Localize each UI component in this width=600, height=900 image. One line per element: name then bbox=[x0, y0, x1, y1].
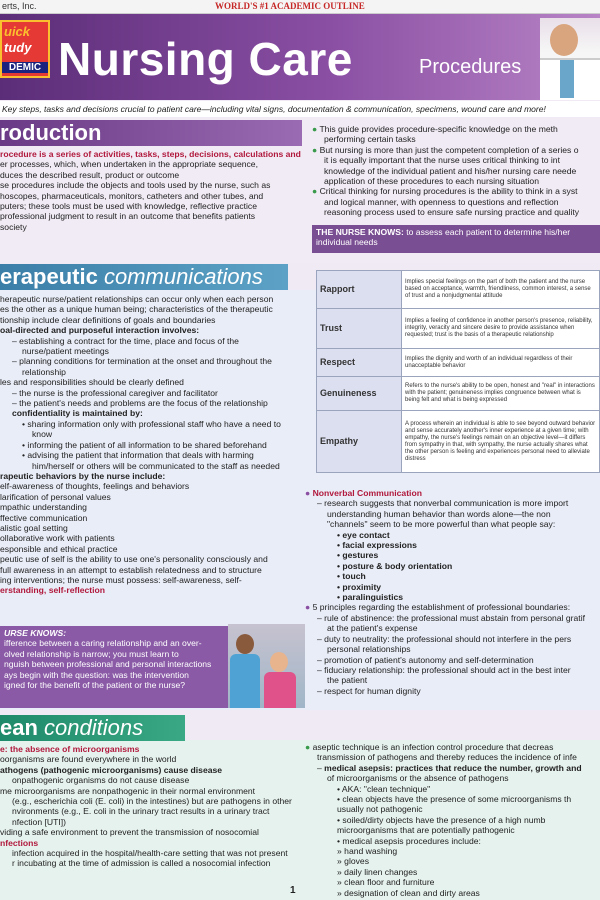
intro-right-text: ● This guide provides procedure-specific knowledge on the meth performing certain tasks ● But nursing is more than just the competent completion of a series o it is equally important that the nurse uses critical thinking to int knowledge of the individual patient and his/her nursing care neede application of these procedures to each nursing situation ● Critical thinking for nursing procedures is the ability to think in a syst and logical manner, with openness to questions and reflection reasoning process used to ensure safe nursing practice and quality bbox=[312, 124, 600, 218]
page-title-sub: Procedures bbox=[419, 56, 522, 78]
list-item: oorganisms are found everywhere in the world bbox=[0, 754, 177, 765]
list-item: clean floor and furniture bbox=[344, 877, 435, 888]
list-item: understanding human behavior than words alone—the non bbox=[327, 508, 551, 519]
list-item: microorganisms that are potentially pathogenic bbox=[337, 825, 515, 836]
table-row: Genuineness Refers to the nurse's ability to be open, honest and "real" in interactions with the patient; genuineness implies congruence between what is being felt and what is being expressed bbox=[317, 377, 600, 411]
list-item: promotion of patient's autonomy and self-determination bbox=[324, 654, 534, 665]
list-item: ing interventions; the nurse must possess: self-awareness, self- bbox=[0, 574, 242, 585]
list-item: performing certain tasks bbox=[324, 134, 416, 145]
subtitle: Key steps, tasks and decisions crucial to patient care—including vital signs, documentation & communication, specimens, wound care and more! bbox=[0, 101, 600, 117]
list-item: elf-awareness of thoughts, feelings and behaviors bbox=[0, 481, 190, 492]
list-item: society bbox=[0, 221, 27, 232]
list-item: fiduciary relationship: the professional should act in the best inter bbox=[324, 664, 571, 675]
list-item: medical asepsis: practices that reduce the number, growth and bbox=[324, 762, 582, 773]
section-heading-therapeutic: erapeutic communications bbox=[0, 264, 288, 290]
list-item: les and responsibilities should be clearly defined bbox=[0, 377, 184, 388]
list-item: duty to neutrality: the professional should not interfere in the pers bbox=[324, 633, 572, 644]
list-item: know bbox=[32, 429, 53, 440]
list-item: the nurse is the professional caregiver and facilitator bbox=[19, 387, 218, 398]
list-item: advising the patient that information that deals with harming bbox=[27, 450, 254, 461]
list-item: proximity bbox=[342, 581, 382, 592]
list-item: peutic use of self is the ability to use one's personality consciously and bbox=[0, 554, 268, 565]
table-row: Trust Implies a feeling of confidence in another person's presence, reliability, integrity, veracity and sincere desire to provide assistance when requested; trust is the basis of a therapeutic relationship bbox=[317, 309, 600, 349]
list-item: herapeutic nurse/patient relationships can occur only when each person bbox=[0, 294, 274, 304]
list-item: ollaborative work with patients bbox=[0, 533, 115, 544]
list-item: at the patient's expense bbox=[327, 623, 418, 634]
nonverbal-section: ● Nonverbal Communication – research suggests that nonverbal communication is more import understanding human behavior than words alone—the non "channels" seem to be more powerful than what people say: • eye contact • facial expressions • gestures • posture & body orientation • touch • proximity • paralinguistics ● 5 principles regarding the establishment of professional boundaries: – rule of abstinence: the professional must abstain from personal gratif at the patient's expense – duty to neutrality: the professional should not interfere in the pers personal relationships – promotion of patient's autonomy and self-determination – fiduciary relationship: the professional should act in the best inter the patient – respect for human dignity bbox=[305, 488, 600, 696]
page-title: Nursing Care bbox=[58, 33, 353, 85]
list-item: rocedure is a series of activities, tasks, steps, decisions, calculations and bbox=[0, 149, 301, 159]
list-item: puters; these tools must be used with knowledge, reflective practice bbox=[0, 201, 257, 212]
list-item: nfection [UTI]) bbox=[12, 816, 66, 827]
list-item: application of these procedures to each nursing situation bbox=[324, 176, 539, 187]
list-item: duces the described result, product or outcome bbox=[0, 169, 180, 180]
list-item: medical asepsis procedures include: bbox=[342, 835, 481, 846]
list-item: infection acquired in the hospital/health-care setting that was not present bbox=[12, 848, 288, 859]
list-item: him/herself or others will be communicated to the staff as needed bbox=[32, 460, 280, 471]
doctor-photo bbox=[540, 18, 600, 98]
nonverbal-heading: Nonverbal Communication bbox=[312, 488, 422, 498]
nurse-patient-photo bbox=[228, 624, 305, 708]
list-item: nvironments (e.g., E. coli in the urinary tract results in a urinary tract bbox=[12, 806, 270, 817]
list-item: mpathic understanding bbox=[0, 502, 87, 513]
list-item: hoscopes, pharmaceuticals, monitors, catheters and other tubes, and bbox=[0, 190, 264, 201]
list-item: designation of clean and dirty areas bbox=[344, 887, 480, 898]
list-item: gestures bbox=[342, 550, 379, 561]
list-item: paralinguistics bbox=[342, 592, 404, 603]
list-item: daily linen changes bbox=[344, 866, 418, 877]
list-item: hand washing bbox=[344, 846, 398, 857]
list-item: relationship bbox=[22, 366, 66, 377]
list-item: e: the absence of microorganisms bbox=[0, 744, 140, 754]
list-item: erstanding, self-reflection bbox=[0, 585, 106, 596]
clean-right-text: ● aseptic technique is an infection control procedure that decreas transmission of pathogens and thereby reduces the incidence of infe – medical asepsis: practices that reduce the number, growth and of microorganisms or the absence of pathogens • AKA: "clean technique" • clean objects have the presence of some microorganisms th usually not pathogenic • soiled/dirty objects have the presence of a high numb microorganisms that are potentially pathogenic • medical asepsis procedures include: » hand washing » gloves » daily linen changes » clean floor and furniture » designation of clean and dirty areas bbox=[305, 742, 600, 898]
list-item: larification of personal values bbox=[0, 491, 111, 502]
list-item: eye contact bbox=[342, 529, 390, 540]
tagline: WORLD'S #1 ACADEMIC OUTLINE bbox=[215, 1, 365, 11]
list-item: nurse/patient meetings bbox=[22, 346, 109, 357]
list-item: gloves bbox=[344, 856, 370, 867]
table-row: Rapport Implies special feelings on the part of both the patient and the nurse based on acceptance, warmth, friendliness, common interest, a sense of trust and a nonjudgmental attitude bbox=[317, 271, 600, 309]
list-item: viding a safe environment to prevent the transmission of nosocomial bbox=[0, 827, 259, 838]
list-item: personal relationships bbox=[327, 644, 411, 655]
list-item: clean objects have the presence of some microorganisms th bbox=[342, 794, 572, 805]
list-item: the patient bbox=[327, 675, 368, 686]
list-item: research suggests that nonverbal communication is more import bbox=[324, 498, 569, 509]
list-item: aseptic technique is an infection control procedure that decreas bbox=[312, 742, 554, 752]
title-banner bbox=[0, 14, 600, 100]
intro-left-text bbox=[0, 149, 305, 232]
list-item: sharing information only with professional staff who have a need to bbox=[27, 418, 281, 429]
list-item: But nursing is more than just the competent completion of a series o bbox=[319, 144, 579, 155]
table-row: Empathy A process wherein an individual is able to see beyond outward behavior and sense accurately another's inner experience at a given time; with empathy, the nurse's feelings remain on an objective level—it differs from sympathy in that, with sympathy, the nurse actually shares what the other person is feeling and experiences personal need to alleviate distress bbox=[317, 411, 600, 473]
list-item: usually not pathogenic bbox=[337, 804, 423, 815]
list-item: athogens (pathogenic microorganisms) cause disease bbox=[0, 764, 223, 775]
list-item: respect for human dignity bbox=[324, 685, 421, 696]
list-item: es the other as a unique human being; characteristics of the therapeutic bbox=[0, 304, 273, 315]
list-item: Critical thinking for nursing procedures is the ability to think in a syst bbox=[319, 186, 578, 197]
list-item: rapeutic behaviors by the nurse include: bbox=[0, 470, 166, 481]
list-item: knowledge of the individual patient and his/her nursing care neede bbox=[324, 165, 577, 176]
list-item: reasoning process used to ensure safe nursing practice and quality bbox=[324, 207, 580, 218]
list-item: establishing a contract for the time, place and focus of the bbox=[19, 335, 239, 346]
list-item: professional judgment to result in an outcome that benefits patients bbox=[0, 211, 256, 222]
list-item: "channels" seem to be more powerful than what people say: bbox=[327, 519, 556, 530]
list-item: onpathogenic organisms do not cause disease bbox=[12, 775, 190, 786]
list-item: rule of abstinence: the professional must abstain from personal gratif bbox=[324, 612, 585, 623]
list-item: posture & body orientation bbox=[342, 560, 453, 571]
list-item: touch bbox=[342, 571, 366, 582]
page-number: 1 bbox=[290, 885, 296, 896]
table-row: Respect Implies the dignity and worth of an individual regardless of their unacceptable behavior bbox=[317, 349, 600, 377]
top-strip bbox=[0, 0, 600, 14]
list-item: esponsible and ethical practice bbox=[0, 543, 118, 554]
nurse-knows-box-therapeutic: URSE KNOWS: ifference between a caring relationship and an over- olved relationship is narrow; you must learn to nguish between professional and personal interactions ays begin with the question: was the intervention igned for the benefit of the patient or the nurse? bbox=[0, 626, 228, 708]
list-item: AKA: "clean technique" bbox=[341, 783, 431, 794]
list-item: ffective communication bbox=[0, 512, 88, 523]
section-heading-introduction: roduction bbox=[0, 120, 302, 146]
list-item: and logical manner, with openness to questions and reflection bbox=[324, 196, 559, 207]
list-item: alistic goal setting bbox=[0, 522, 68, 533]
nurse-knows-box-intro: THE NURSE KNOWS: to assess each patient to determine his/her individual needs bbox=[312, 225, 600, 253]
section-heading-clean: ean conditions bbox=[0, 715, 185, 741]
list-item: soiled/dirty objects have the presence of a high numb bbox=[342, 814, 546, 825]
publisher: erts, Inc. bbox=[2, 1, 37, 11]
list-item: full awareness in an attempt to establish relatedness and to structure bbox=[0, 564, 262, 575]
list-item: This guide provides procedure-specific knowledge on the meth bbox=[319, 124, 558, 134]
therapeutic-left-text: herapeutic nurse/patient relationships can occur only when each person es the other as a unique human being; characteristics of the therapeutic tionship include clear definitions of goals and boundaries oal-directed and purposeful interaction involves: – establishing a contract for the time, place and focus of the nurse/patient meetings – planning conditions for termination at the onset and throughout the relationship les and responsibilities should be clearly defined – the nurse is the professional caregiver and facilitator – the patient's needs and problems are the focus of the relationship confidentiality is maintained by: • sharing information only with professional staff who have a need to know • informing the patient of all information to be shared beforehand • advising the patient that information that deals with harming him/herself or others will be communicated to the staff as needed rapeutic behaviors by the nurse include: elf-awareness of thoughts, feelings and behaviors larification of personal values mpathic understanding ffective communication alistic goal setting ollaborative work with patients esponsible and ethical practice peutic use of self is the ability to use one's personality consciously and full awareness in an attempt to establish relatedness and to structure ing interventions; the nurse must possess: self-awareness, self- erstanding, self-reflection bbox=[0, 294, 298, 596]
list-item: oal-directed and purposeful interaction involves: bbox=[0, 325, 200, 336]
list-item: me microorganisms are nonpathogenic in their normal environment bbox=[0, 785, 256, 796]
clean-left-text bbox=[0, 744, 300, 869]
list-item: confidentiality is maintained by: bbox=[12, 408, 143, 419]
list-item: (e.g., escherichia coli (E. coli) in the intestines) but are pathogens in other bbox=[12, 796, 292, 807]
list-item: of microorganisms or the absence of pathogens bbox=[327, 773, 509, 784]
list-item: er processes, which, when undertaken in the appropriate sequence, bbox=[0, 159, 258, 170]
list-item: r incubating at the time of admission is called a nosocomial infection bbox=[12, 858, 271, 869]
therapeutic-terms-table bbox=[316, 270, 600, 473]
quickstudy-logo: uick tudy DEMIC bbox=[0, 20, 50, 78]
list-item: transmission of pathogens and thereby reduces the incidence of infe bbox=[317, 752, 577, 763]
list-item: it is equally important that the nurse uses critical thinking to int bbox=[324, 155, 560, 166]
list-item: tionship include clear definitions of goals and boundaries bbox=[0, 314, 216, 325]
list-item: planning conditions for termination at the onset and throughout the bbox=[19, 356, 272, 367]
list-item: facial expressions bbox=[342, 540, 417, 551]
list-item: se procedures include the objects and tools used by the nurse, such as bbox=[0, 180, 271, 191]
list-item: nfections bbox=[0, 837, 39, 848]
list-item: 5 principles regarding the establishment of professional boundaries: bbox=[312, 602, 571, 613]
list-item: informing the patient of all information to be shared beforehand bbox=[27, 439, 267, 450]
list-item: the patient's needs and problems are the focus of the relationship bbox=[19, 398, 268, 409]
